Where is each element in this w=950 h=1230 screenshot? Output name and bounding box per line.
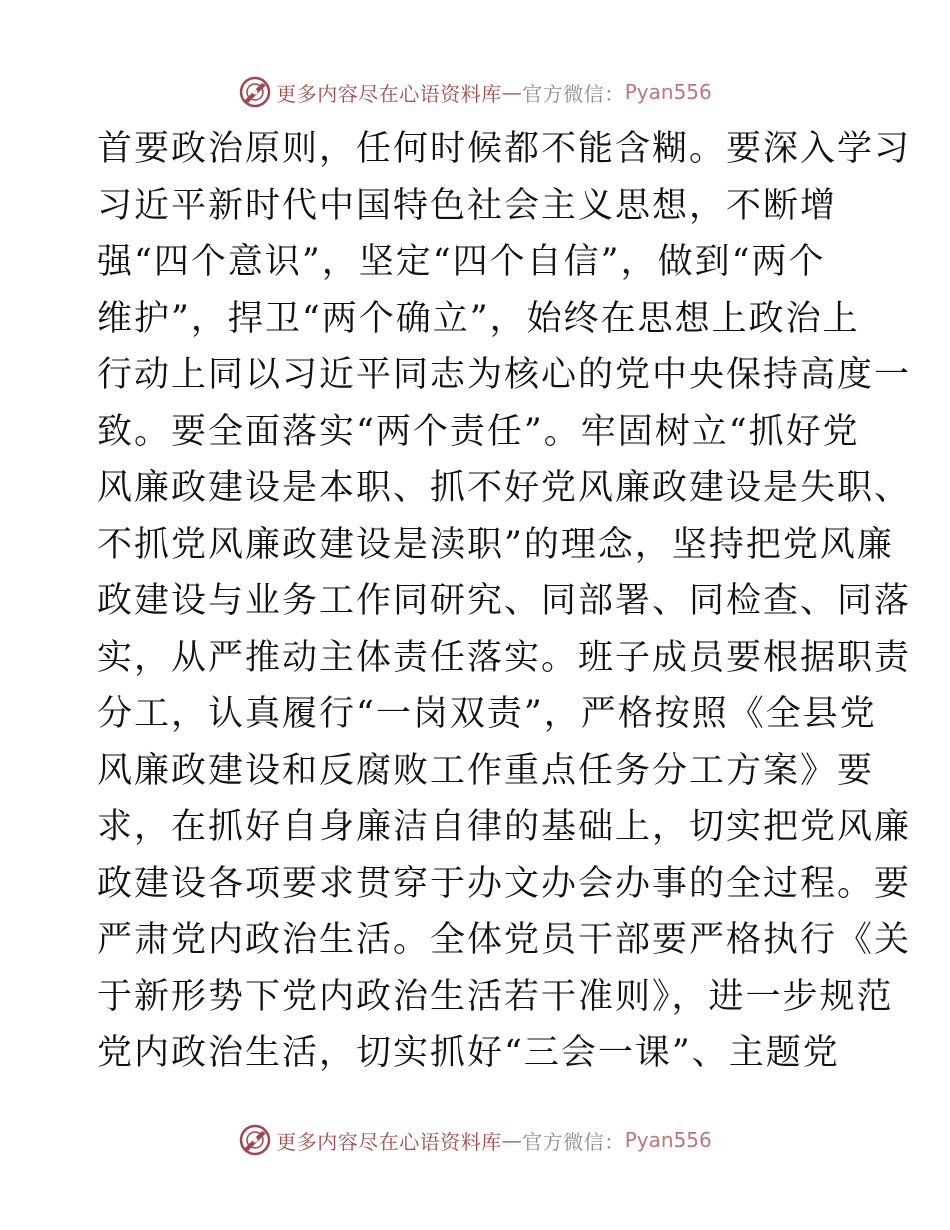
text-line: 首要政治原则，任何时候都不能含糊。要深入学习 <box>97 129 912 169</box>
text-line: 行动上同以习近平同志为核心的党中央保持高度一 <box>97 355 912 395</box>
seal-stamp-icon <box>238 1123 272 1157</box>
text-line: 风廉政建设是本职、抓不好党风廉政建设是失职、 <box>97 468 912 508</box>
watermark-site-text: 更多内容尽在心语资料库 <box>276 81 502 106</box>
watermark-official-label: 官方微信： <box>522 1129 625 1154</box>
watermark-dash: — <box>501 80 523 104</box>
text-line: 政建设与业务工作同研究、同部署、同检查、同落 <box>97 581 912 621</box>
seal-stamp-icon <box>238 75 272 109</box>
text-line: 习近平新时代中国特色社会主义思想，不断增 <box>97 185 838 226</box>
watermark-account-id: Pyan556 <box>624 1128 712 1152</box>
text-line: 于新形势下党内政治生活若干准则》，进一步规范 <box>97 976 894 1017</box>
text-line: 党内政治生活，切实抓好“三会一课”、主题党 <box>97 1033 840 1073</box>
text-line: 风廉政建设和反腐败工作重点任务分工方案》要 <box>97 750 875 791</box>
footer-watermark <box>0 1120 950 1160</box>
header-watermark <box>0 72 950 112</box>
text-line: 不抓党风廉政建设是渎职”的理念，坚持把党风廉 <box>97 524 894 565</box>
text-line: 强“四个意识”，坚定“四个自信”，做到“两个 <box>97 242 826 282</box>
watermark-official-label: 官方微信： <box>522 81 625 106</box>
watermark-account-id: Pyan556 <box>624 80 712 104</box>
text-line: 政建设各项要求贯穿于办文办会办事的全过程。要 <box>97 863 912 904</box>
document-body <box>97 121 912 1082</box>
text-line: 实，从严推动主体责任落实。班子成员要根据职责 <box>97 637 912 678</box>
text-line: 分工，认真履行“一岗双责”，严格按照《全县党 <box>97 694 877 734</box>
text-line: 维护”，捍卫“两个确立”，始终在思想上政治上 <box>97 298 860 339</box>
text-line: 致。要全面落实“两个责任”。牢固树立“抓好党 <box>97 411 860 452</box>
text-line: 求，在抓好自身廉洁自律的基础上，切实把党风廉 <box>97 807 912 847</box>
watermark-dash: — <box>501 1128 523 1152</box>
text-line: 严肃党内政治生活。全体党员干部要严格执行《关 <box>97 920 912 960</box>
watermark-site-text: 更多内容尽在心语资料库 <box>276 1129 502 1154</box>
